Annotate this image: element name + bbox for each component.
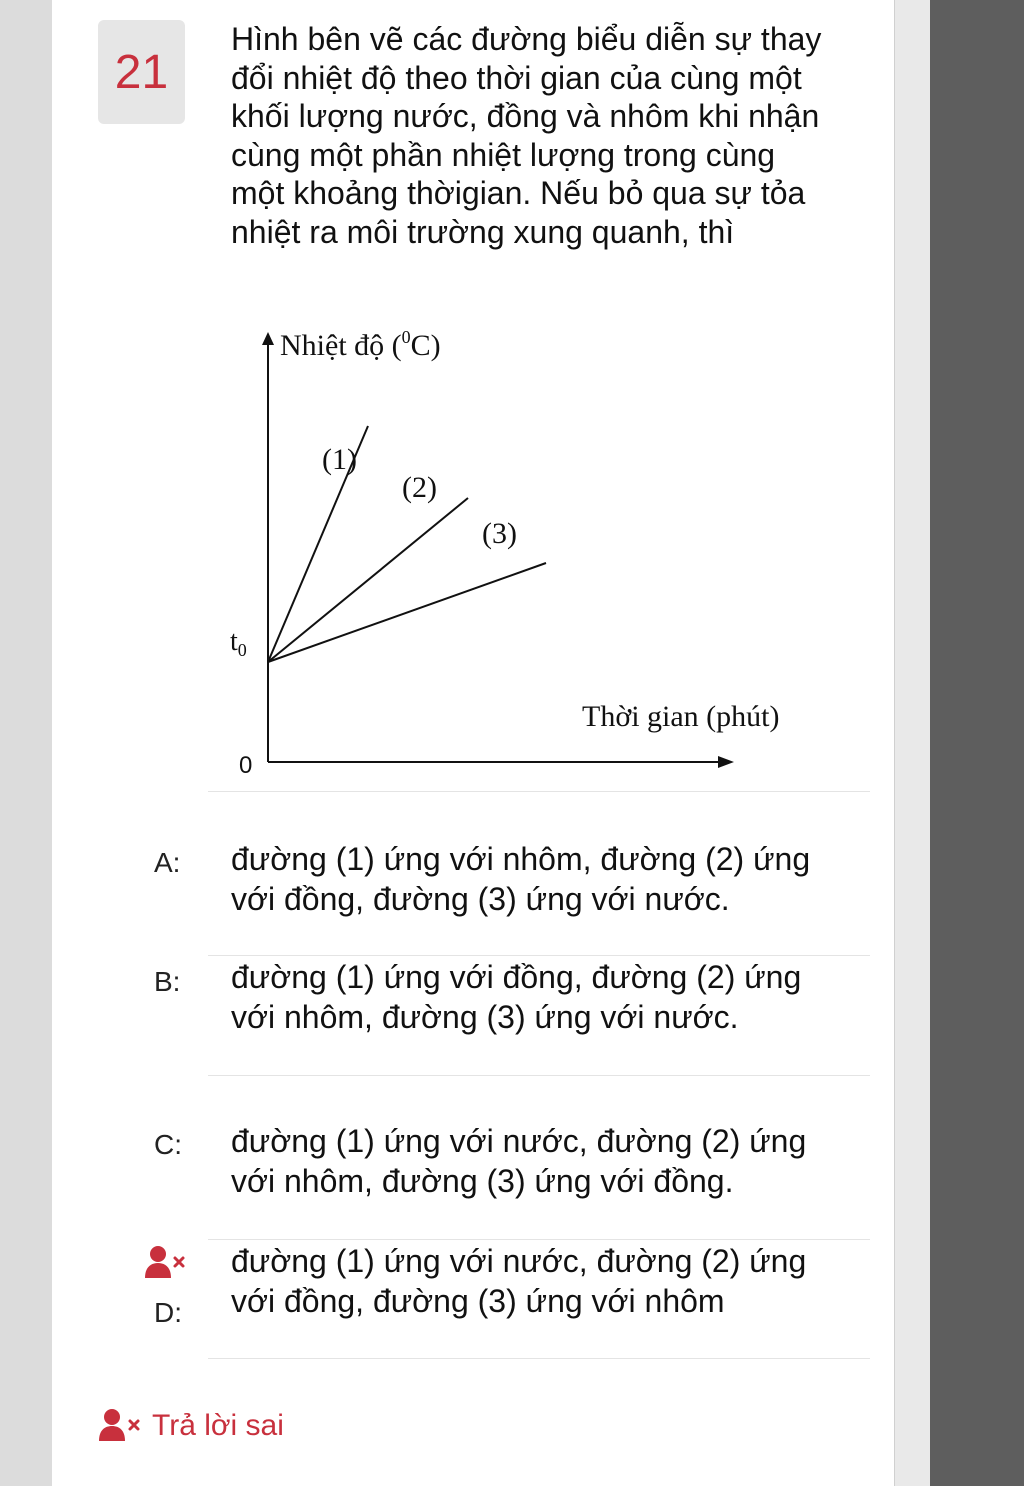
question-text: Hình bên vẽ các đường biểu diễn sự thay đổi nhiệt độ theo thời gian của cùng một khối lượng nước, đồng và nhôm khi nhận cùng một phần nhiệt lượng trong cùng một khoảng thờigian. Nếu bỏ qua sự tỏa nhiệt ra môi trường xung quanh, thì bbox=[231, 21, 822, 250]
option-c-letter: C: bbox=[154, 1129, 182, 1160]
line-label-2: (2) bbox=[402, 471, 437, 504]
separator bbox=[208, 1239, 870, 1240]
answer-feedback bbox=[98, 1408, 284, 1444]
option-d-letter: D: bbox=[154, 1297, 182, 1328]
question-number-badge bbox=[98, 20, 185, 124]
option-a-letter: A: bbox=[154, 847, 181, 878]
separator bbox=[208, 1075, 870, 1076]
separator bbox=[208, 791, 870, 792]
left-rail bbox=[0, 0, 53, 1486]
scrollbar[interactable] bbox=[930, 0, 1024, 1486]
option-b-text[interactable]: đường (1) ứng với đồng, đường (2) ứng với nhôm, đường (3) ứng với nước. bbox=[231, 959, 802, 1035]
x-axis-label: Thời gian (phút) bbox=[582, 700, 780, 733]
line-label-3: (3) bbox=[482, 517, 517, 550]
feedback-text: Trả lời sai bbox=[152, 1409, 284, 1442]
separator bbox=[208, 955, 870, 956]
x-axis-arrow bbox=[718, 756, 734, 768]
right-rail bbox=[894, 0, 931, 1486]
y-axis-arrow bbox=[262, 332, 274, 345]
user-wrong-icon bbox=[98, 1408, 144, 1444]
user-wrong-icon bbox=[144, 1245, 188, 1281]
temperature-time-figure bbox=[200, 315, 840, 785]
line-label-1: (1) bbox=[322, 443, 357, 476]
option-c-text[interactable]: đường (1) ứng với nước, đường (2) ứng với nhôm, đường (3) ứng với đồng. bbox=[231, 1123, 807, 1199]
graph-line-2 bbox=[268, 498, 468, 662]
option-a-text[interactable]: đường (1) ứng với nhôm, đường (2) ứng với đồng, đường (3) ứng với nước. bbox=[231, 841, 811, 917]
graph-line-3 bbox=[268, 563, 546, 662]
separator bbox=[208, 1358, 870, 1359]
t0-label: $t_0$ bbox=[230, 626, 247, 660]
y-axis-label: Nhiệt độ ($^0$C) bbox=[280, 327, 441, 362]
question-number: 21 bbox=[114, 45, 169, 99]
option-b-letter: B: bbox=[154, 966, 181, 997]
option-d-text[interactable]: đường (1) ứng với nước, đường (2) ứng với đồng, đường (3) ứng với nhôm bbox=[231, 1243, 807, 1319]
origin-label: 0 bbox=[239, 752, 253, 779]
